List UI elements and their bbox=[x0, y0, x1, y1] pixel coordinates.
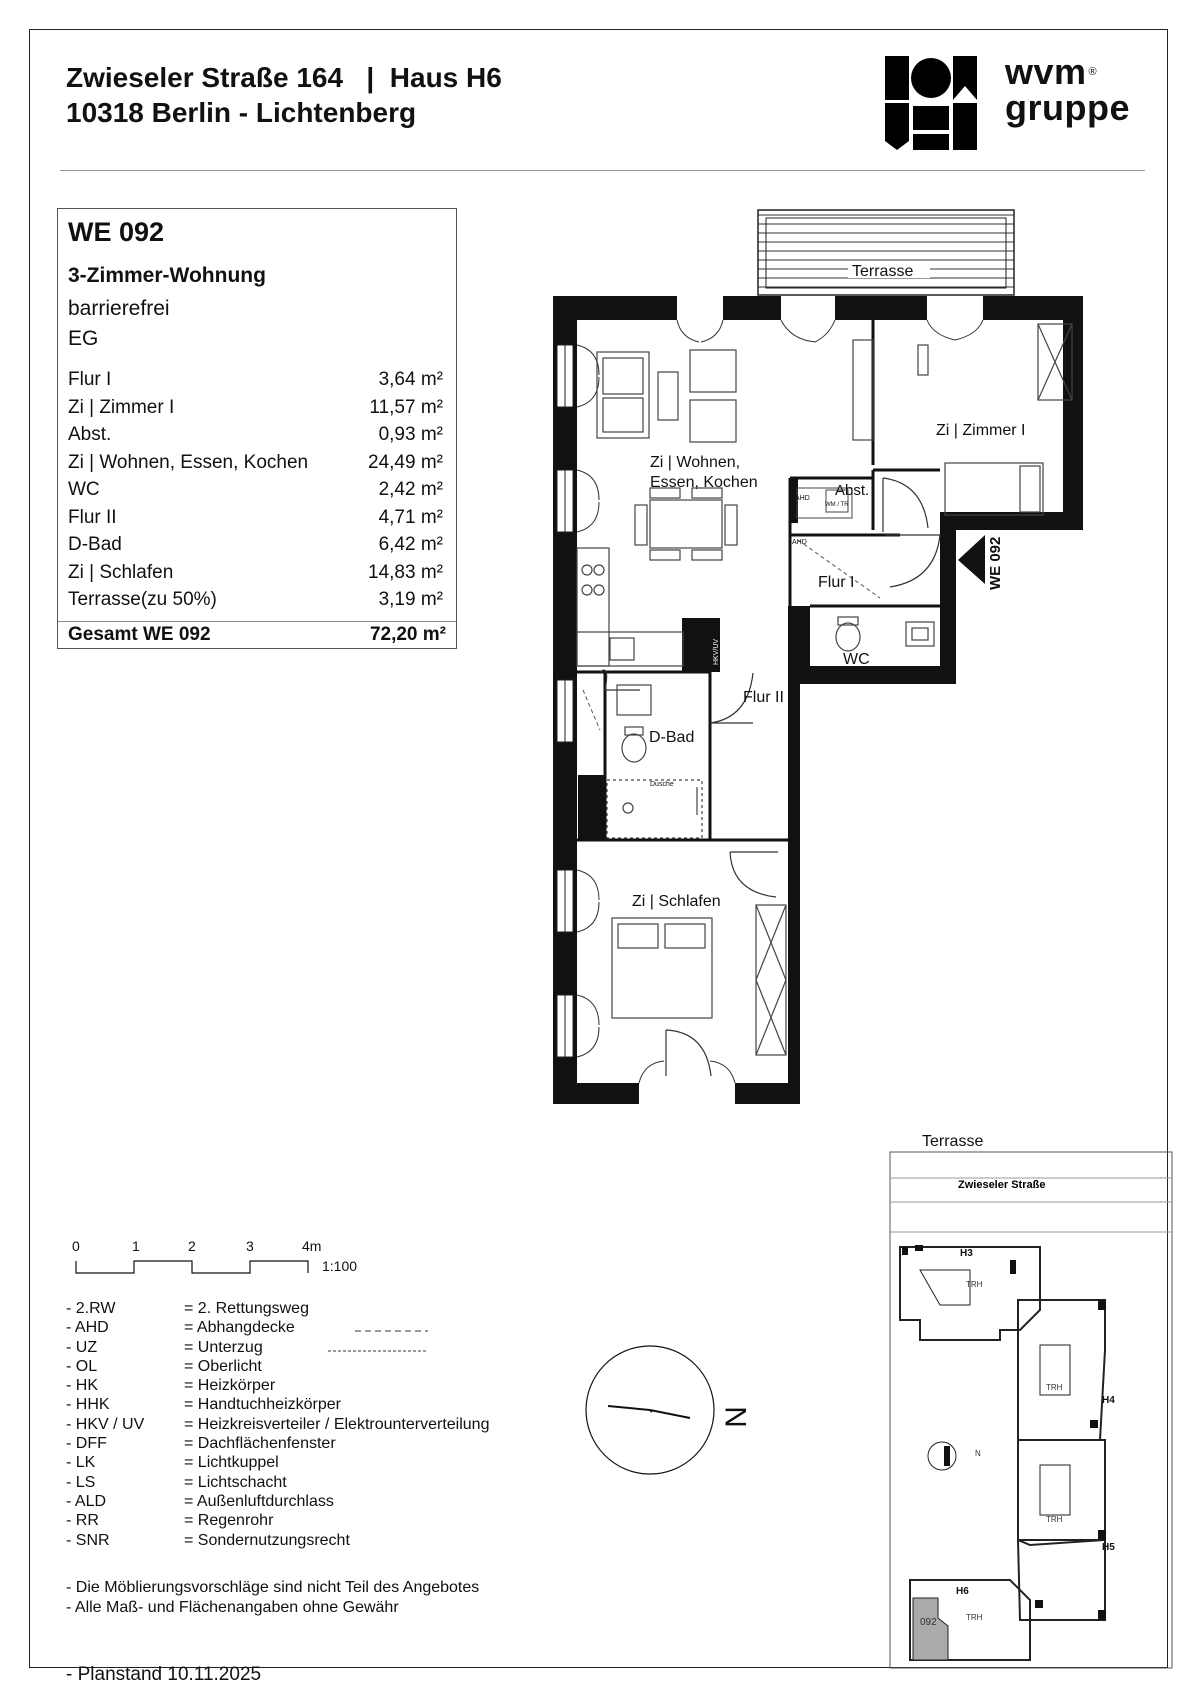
room-area: 6,42 m² bbox=[378, 534, 443, 555]
site-trh-3: TRH bbox=[1046, 1515, 1063, 1524]
legend-key: - AHD bbox=[66, 1319, 109, 1337]
note-line: - Alle Maß- und Flächenangaben ohne Gewähr bbox=[66, 1599, 399, 1616]
legend-key: - HHK bbox=[66, 1396, 110, 1414]
legend-value: = Abhangdecke bbox=[184, 1319, 295, 1337]
plan-status: - Planstand 10.11.2025 bbox=[66, 1664, 262, 1685]
legend-key: - HKV / UV bbox=[66, 1415, 145, 1433]
plan-entrance-tag: WE 092 bbox=[987, 536, 1004, 590]
plan-wm-tr: WM / TR bbox=[825, 502, 849, 508]
scale-tick-2: 2 bbox=[188, 1238, 196, 1254]
unit-id: WE 092 bbox=[68, 217, 165, 247]
legend-value: = Heizkörper bbox=[184, 1377, 276, 1395]
room-name: Flur I bbox=[68, 369, 112, 390]
site-trh-1: TRH bbox=[966, 1280, 983, 1289]
room-name: Zi | Wohnen, Essen, Kochen bbox=[68, 451, 309, 473]
room-name: Zi | Schlafen bbox=[68, 561, 174, 583]
plan-flur1: Flur I bbox=[818, 574, 855, 591]
scale-tick-4: 4m bbox=[302, 1238, 322, 1254]
room-name: Abst. bbox=[68, 424, 112, 445]
site-house-h4: H4 bbox=[1102, 1395, 1115, 1406]
plan-hkv: HKV/UV bbox=[713, 638, 720, 665]
logo-line-1: wvm bbox=[1005, 51, 1087, 92]
logo-line-2: gruppe bbox=[1005, 87, 1130, 128]
site-unit-number: 092 bbox=[920, 1617, 937, 1628]
room-area: 4,71 m² bbox=[378, 506, 443, 528]
room-area: 3,19 m² bbox=[378, 589, 443, 610]
legend-value: = Außenluftdurchlass bbox=[184, 1492, 334, 1510]
unit-floor: EG bbox=[68, 327, 99, 350]
scale-ratio: 1:100 bbox=[322, 1258, 358, 1274]
total-label: Gesamt WE 092 bbox=[68, 624, 211, 645]
note-line: - Die Möblierungsvorschläge sind nicht Teil des Angebotes bbox=[66, 1579, 480, 1596]
plan-ahd-b: AHD bbox=[792, 539, 807, 546]
logo-registered: ® bbox=[1088, 66, 1098, 78]
plan-dbad: D-Bad bbox=[649, 729, 695, 746]
plan-abst: Abst. bbox=[835, 482, 870, 499]
site-street: Zwieseler Straße bbox=[958, 1179, 1046, 1191]
scale-tick-0: 0 bbox=[72, 1238, 80, 1254]
legend-value: = Unterzug bbox=[184, 1338, 263, 1356]
address-line-2: 10318 Berlin - Lichtenberg bbox=[66, 97, 417, 128]
legend-key: - LS bbox=[66, 1473, 96, 1491]
legend-key: - OL bbox=[66, 1357, 98, 1375]
room-area: 2,42 m² bbox=[378, 479, 443, 500]
plan-flur2: Flur II bbox=[743, 689, 784, 706]
address-line-1: Zwieseler Straße 164 | Haus H6 bbox=[66, 62, 502, 93]
legend-value: = Heizkreisverteiler / Elektrounterverteilung bbox=[184, 1415, 490, 1433]
legend-key: - LK bbox=[66, 1454, 96, 1472]
plan-schlafen: Zi | Schlafen bbox=[632, 893, 721, 910]
site-house-h6: H6 bbox=[956, 1586, 969, 1597]
plan-wohnen-1: Zi | Wohnen, bbox=[650, 454, 741, 471]
site-house-h3: H3 bbox=[960, 1248, 973, 1259]
scale-tick-3: 3 bbox=[246, 1238, 254, 1254]
legend-value: = Sondernutzungsrecht bbox=[184, 1531, 350, 1549]
north-label: N bbox=[719, 1406, 753, 1428]
room-area: 3,64 m² bbox=[378, 369, 443, 390]
plan-dusche: Dusche bbox=[650, 781, 674, 788]
site-house-h5: H5 bbox=[1102, 1542, 1115, 1553]
room-name: D-Bad bbox=[68, 534, 122, 555]
unit-type: 3-Zimmer-Wohnung bbox=[68, 264, 266, 287]
plan-wohnen-2: Essen, Kochen bbox=[650, 474, 758, 491]
legend-key: - 2.RW bbox=[66, 1300, 116, 1317]
legend-value: = Handtuchheizkörper bbox=[184, 1396, 341, 1414]
room-name: Zi | Zimmer I bbox=[68, 396, 175, 418]
legend-value: = Oberlicht bbox=[184, 1357, 262, 1375]
room-name: Flur II bbox=[68, 506, 117, 528]
plan-ahd-a: AHD bbox=[795, 495, 810, 502]
scale-tick-1: 1 bbox=[132, 1238, 140, 1254]
site-trh-2: TRH bbox=[1046, 1383, 1063, 1392]
room-area: 0,93 m² bbox=[378, 424, 443, 445]
legend-key: - DFF bbox=[66, 1435, 107, 1453]
legend-value: = 2. Rettungsweg bbox=[184, 1300, 309, 1317]
legend-value: = Lichtkuppel bbox=[184, 1454, 279, 1472]
room-name: WC bbox=[68, 479, 100, 500]
legend-key: - ALD bbox=[66, 1492, 107, 1510]
plan-wc: WC bbox=[843, 651, 870, 668]
legend-value: = Dachflächenfenster bbox=[184, 1435, 336, 1453]
legend-value: = Regenrohr bbox=[184, 1512, 274, 1530]
legend-key: - HK bbox=[66, 1377, 98, 1395]
site-terrace-label: Terrasse bbox=[922, 1133, 984, 1150]
legend-key: - UZ bbox=[66, 1338, 98, 1356]
site-trh-4: TRH bbox=[966, 1613, 983, 1622]
total-area: 72,20 m² bbox=[369, 624, 446, 645]
site-compass bbox=[928, 1442, 956, 1470]
legend-value: = Lichtschacht bbox=[184, 1473, 287, 1491]
legend-key: - SNR bbox=[66, 1531, 110, 1549]
room-area: 24,49 m² bbox=[368, 451, 443, 473]
site-north-small: N bbox=[975, 1449, 981, 1458]
legend-key: - RR bbox=[66, 1512, 99, 1530]
plan-terrace: Terrasse bbox=[852, 263, 914, 280]
room-area: 14,83 m² bbox=[368, 561, 443, 583]
site-unit-highlight bbox=[913, 1598, 948, 1660]
unit-feature: barrierefrei bbox=[68, 297, 170, 320]
room-name: Terrasse(zu 50%) bbox=[68, 589, 217, 610]
plan-zimmer1: Zi | Zimmer I bbox=[936, 422, 1026, 439]
room-area: 11,57 m² bbox=[369, 396, 443, 418]
